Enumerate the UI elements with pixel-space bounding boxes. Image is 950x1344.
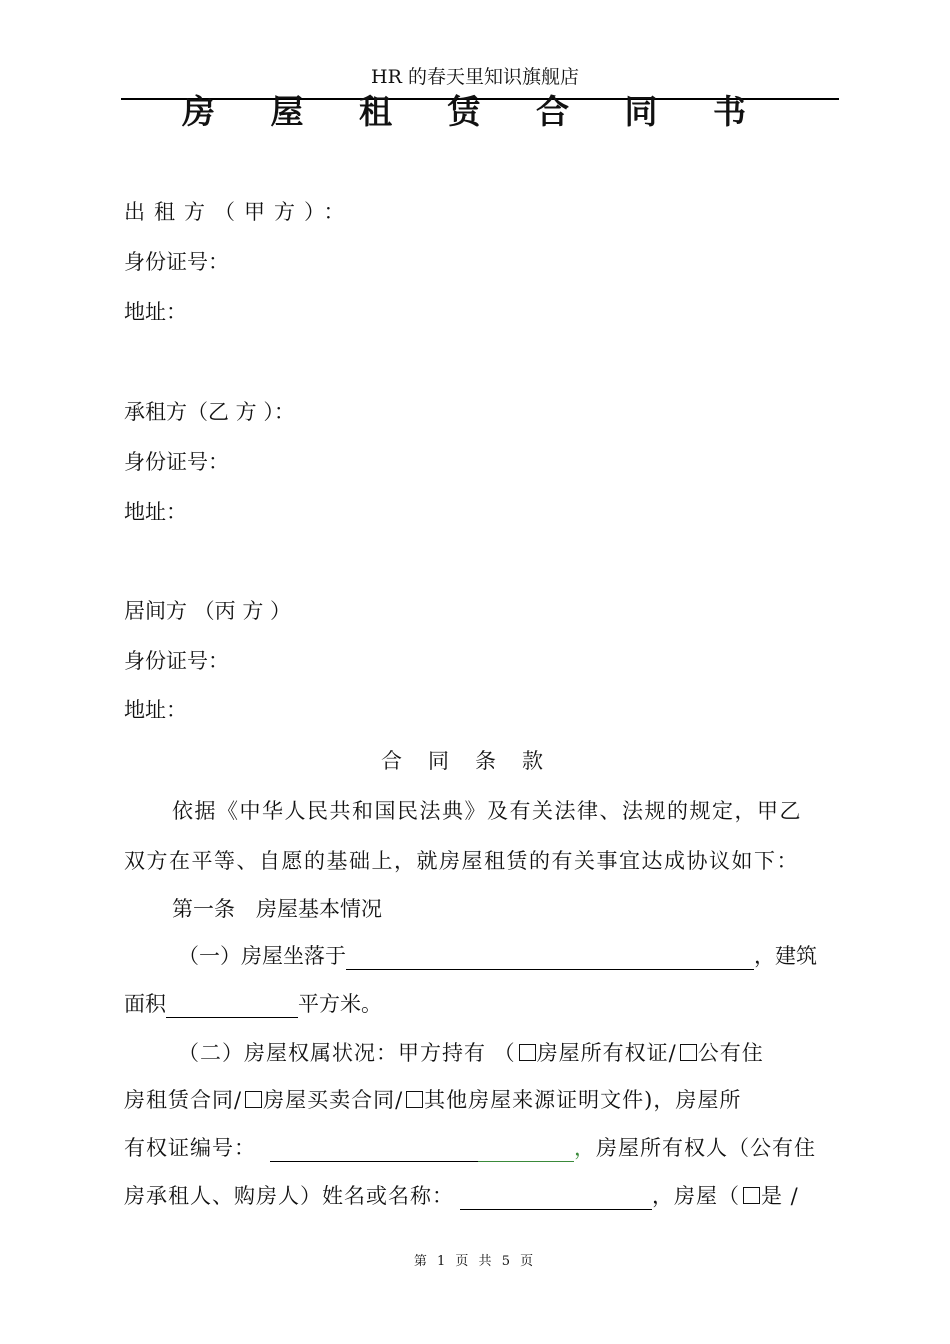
area-unit: 平方米。 (298, 992, 382, 1016)
option-public-housing: 公有住 (697, 1041, 764, 1065)
area-label: 面积 (124, 992, 166, 1016)
checkbox-purchase-contract[interactable] (245, 1091, 262, 1108)
option-purchase-contract: 房屋买卖合同/ (263, 1088, 404, 1112)
checkbox-public-housing[interactable] (680, 1044, 697, 1061)
header-text: HR 的春天里知识旗舰店 (371, 66, 579, 88)
item-1-line-1 (178, 940, 817, 970)
checkbox-yes[interactable] (743, 1187, 760, 1204)
clauses-heading: 合同条款 (381, 749, 569, 773)
item-1-line-2 (124, 988, 382, 1018)
item-2-line-2 (124, 1084, 741, 1114)
checkbox-other-docs[interactable] (406, 1091, 423, 1108)
item-2-line-4 (124, 1180, 799, 1210)
option-ownership-cert: 房屋所有权证/ (536, 1041, 677, 1065)
document-title: 房 屋 租 赁 合 同 书 (182, 92, 768, 131)
lessee-address-label: 地址： (124, 500, 187, 524)
cert-number-comma: ， (574, 1136, 596, 1160)
option-other-docs: 其他房屋来源证明文件)，房屋所 (424, 1088, 742, 1112)
item-2-line-1 (178, 1037, 764, 1067)
area-blank[interactable] (166, 993, 298, 1018)
paragraph-1-line-1: 依据《中华人民共和国民法典》及有关法律、法规的规定，甲乙 (172, 799, 802, 823)
item-1-building-label: ，建筑 (754, 944, 817, 968)
owner-name-label: 房承租人、购房人）姓名或名称： (124, 1184, 454, 1208)
broker-label: 居间方 （丙 方 ） (124, 599, 292, 623)
option-yes: 是 / (761, 1184, 799, 1208)
house-label: ，房屋（ (652, 1184, 740, 1208)
item-1-location-label: （一）房屋坐落于 (178, 944, 346, 968)
lessee-label: 承租方（乙 方 ）： (124, 400, 295, 424)
lessee-id-label: 身份证号： (124, 450, 229, 474)
page-footer: 第 1 页 共 5 页 (413, 1254, 537, 1269)
lessor-address-label: 地址： (124, 300, 187, 324)
location-blank[interactable] (346, 945, 754, 970)
broker-id-label: 身份证号： (124, 649, 229, 673)
article-1-heading: 第一条 房屋基本情况 (172, 897, 382, 921)
lessor-id-label: 身份证号： (124, 250, 229, 274)
lessor-label: 出租方（甲方）： (124, 200, 354, 224)
item-2-line-3 (124, 1132, 816, 1162)
broker-address-label: 地址： (124, 698, 187, 722)
cert-number-blank-2[interactable] (478, 1137, 574, 1162)
paragraph-1-line-2: 双方在平等、自愿的基础上，就房屋租赁的有关事宜达成协议如下： (124, 849, 799, 873)
cert-number-blank-1[interactable] (270, 1137, 478, 1162)
owner-label: 房屋所有权人（公有住 (596, 1136, 816, 1160)
checkbox-ownership-cert[interactable] (519, 1044, 536, 1061)
cert-number-label: 有权证编号： (124, 1136, 256, 1160)
owner-name-blank[interactable] (460, 1185, 652, 1210)
option-public-housing-contract: 房租赁合同/ (124, 1088, 243, 1112)
item-2-label: （二）房屋权属状况：甲方持有 （ (178, 1041, 516, 1065)
